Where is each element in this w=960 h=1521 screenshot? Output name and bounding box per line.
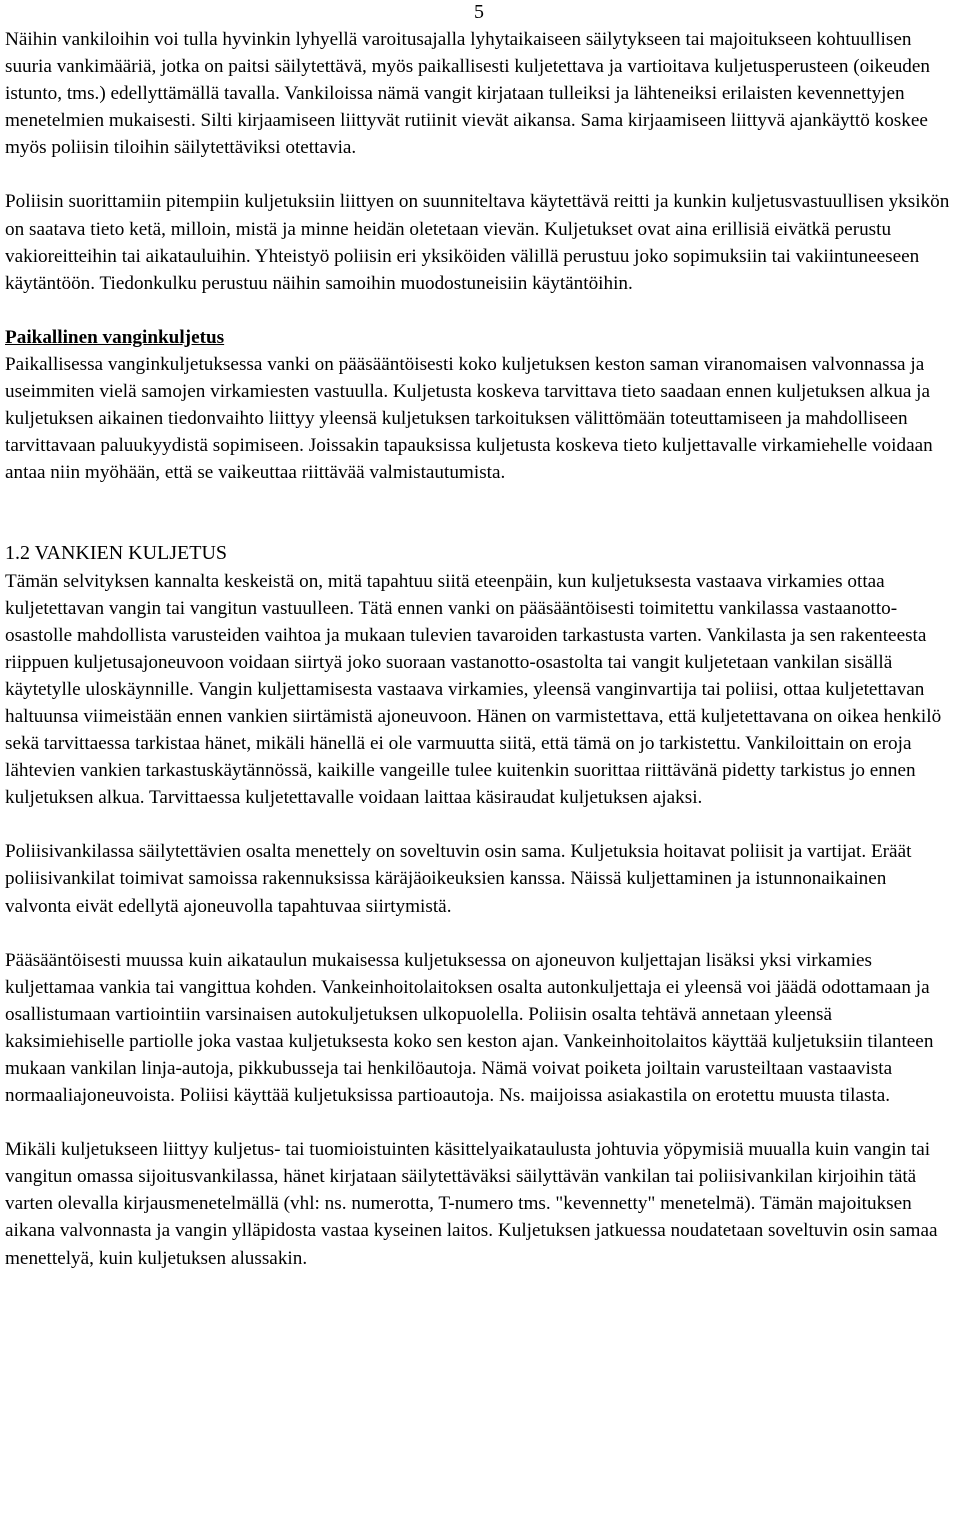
page-number: 5 xyxy=(474,1,484,23)
spacer xyxy=(5,297,956,324)
paragraph-4: Tämän selvityksen kannalta keskeistä on, mitä tapahtuu siitä eteenpäin, kun kuljetuksesta vastaava virkamies ottaa kuljetettavan vangin tai vangitun vastuulleen. Tätä ennen vanki on pääsääntöisesti toimitettu vankilassa vastaanotto-osastolle mahdollista varusteiden vaihtoa ja mukaan tulevien tavaroiden tarkastusta varten. Vankilasta ja sen rakenteesta riippuen kuljetusajoneuvoon voidaan siirtyä joko suoraan vastanotto-osastolta tai vangit kuljetetaan vankilan sisällä käytetylle uloskäynnille. Vangin kuljettamisesta vastaava virkamies, yleensä vanginvartija tai poliisi, ottaa kuljetettavan haltuunsa viimeistään ennen vankien siirtämistä ajoneuvoon. Hänen on varmistettava, että kuljetettavana on oikea henkilö sekä tarvittaessa tarkistaa hänet, mikäli hänellä ei ole varmuutta siitä, että tämä on jo tarkistettu. Vankiloittain on eroja lähtevien vankien tarkastuskäytännössä, kaikille vangeille tulee kuitenkin suorittaa riittävänä pidetty tarkistus jo ennen kuljetuksen alkua. Tarvittaessa kuljetettavalle voidaan laittaa käsiraudat kuljetuksen ajaksi. xyxy=(5,570,942,809)
subheading-local-transport: Paikallinen vanginkuljetus xyxy=(5,326,225,348)
paragraph-5: Poliisivankilassa säilytettävien osalta menettely on soveltuvin osin sama. Kuljetuksia hoitavat poliisit ja vartijat. Eräät poliisivankilat toimivat samoissa rakennuksissa käräjäoikeuksien kanssa. Näissä kuljettaminen ja istunnonaikainen valvonta eivät edellytä ajoneuvolla tapahtuvaa siirtymistä. xyxy=(5,841,912,917)
paragraph-1: Näihin vankiloihin voi tulla hyvinkin lyhyellä varoitusajalla lyhytaikaiseen säilytykseen tai majoitukseen kohtuullisen suuria vankimääriä, jotka on paitsi säilytettävä, myös paikallisesti kuljetettava ja vartioitava kuljetusperusteen (oikeuden istunto, tms.) edellyttämällä tavalla. Vankiloissa nämä vangit kirjataan tulleiksi ja lähteneiksi erilaisten kevennettyjen menetelmien mukaisesti. Silti kirjaamiseen liittyvät rutiinit vievät aikansa. Sama kirjaamiseen liittyvä ajankäyttö koskee myös poliisin tiloihin säilytettäviksi otettavia. xyxy=(5,29,930,159)
paragraph-6: Pääsääntöisesti muussa kuin aikataulun mukaisessa kuljetuksessa on ajoneuvon kuljettajan lisäksi yksi virkamies kuljettamaa vankia tai vangittua kohden. Vankeinhoitolaitoksen osalta autonkuljettaja ei yleensä voi jäädä odottamaan ja osallistumaan vartiointiin varsinaisen autokuljetuksen ulkopuolella. Poliisin osalta tehtävä annetaan yleensä kaksimiehiselle partiolle joka vastaa kuljetuksesta koko sen keston ajan. Vankeinhoitolaitos käyttää kuljetuksiin tilanteen mukaan vankilan linja-autoja, pikkubusseja tai henkilöautoja. Nämä voivat poiketa joiltain varusteiltaan vastaavista normaaliajoneuvoista. Poliisi käyttää kuljetuksissa partioautoja. Ns. maijoissa asiakastila on erotettu muusta tilasta. xyxy=(5,949,934,1107)
section-heading: 1.2 VANKIEN KULJETUS xyxy=(5,542,228,565)
spacer xyxy=(5,1109,956,1136)
spacer xyxy=(5,920,956,947)
spacer xyxy=(5,811,956,838)
spacer xyxy=(5,486,956,540)
paragraph-3: Paikallisessa vanginkuljetuksessa vanki on pääsääntöisesti koko kuljetuksen keston saman viranomaisen valvonnassa ja useimmiten vielä samojen virkamiesten vastuulla. Kuljetusta koskeva tarvittava tieto saadaan ennen kuljetuksen alkua ja kuljetuksen aikainen tiedonvaihto liittyy yleensä kuljetuksen tarkoituksen välittömään toteuttamiseen ja mahdolliseen tarvittavaan paluukyydistä sopimiseen. Joissakin tapauksissa kuljetusta koskeva tieto kuljettavalle virkamiehelle voidaan antaa niin myöhään, että se vaikeuttaa riittävää valmistautumista. xyxy=(5,353,933,484)
spacer xyxy=(5,161,956,188)
document-body xyxy=(5,26,956,1272)
paragraph-7: Mikäli kuljetukseen liittyy kuljetus- tai tuomioistuinten käsittelyaikataulusta johtuvia yöpymisiä muualla kuin vangin tai vangitun omassa sijoitusvankilassa, hänet kirjataan säilytettäväksi säilyttävän vankilan tai poliisivankilan kirjoihin tätä varten olevalla kirjausmenetelmällä (vhl: ns. numerotta, T-numero tms. "kevennetty" menetelmä). Tämän majoituksen aikana valvonnasta ja vangin ylläpidosta vastaa kyseinen laitos. Kuljetuksen jatkuessa noudatetaan soveltuvin osin samaa menettelyä, kuin kuljetuksen alussakin. xyxy=(5,1139,938,1269)
paragraph-2: Poliisin suorittamiin pitempiin kuljetuksiin liittyen on suunniteltava käytettävä reitti ja kunkin kuljetusvastuullisen yksikön on saatava tieto ketä, milloin, mistä ja minne heidän oletetaan vievän. Kuljetukset ovat aina erillisiä eivätkä perustu vakioreitteihin tai aikatauluihin. Yhteistyö poliisin eri yksiköiden välillä perustuu joko sopimuksiin tai vakiintuneeseen käytäntöön. Tiedonkulku perustuu näihin samoihin muodostuneisiin käytäntöihin. xyxy=(5,191,950,294)
